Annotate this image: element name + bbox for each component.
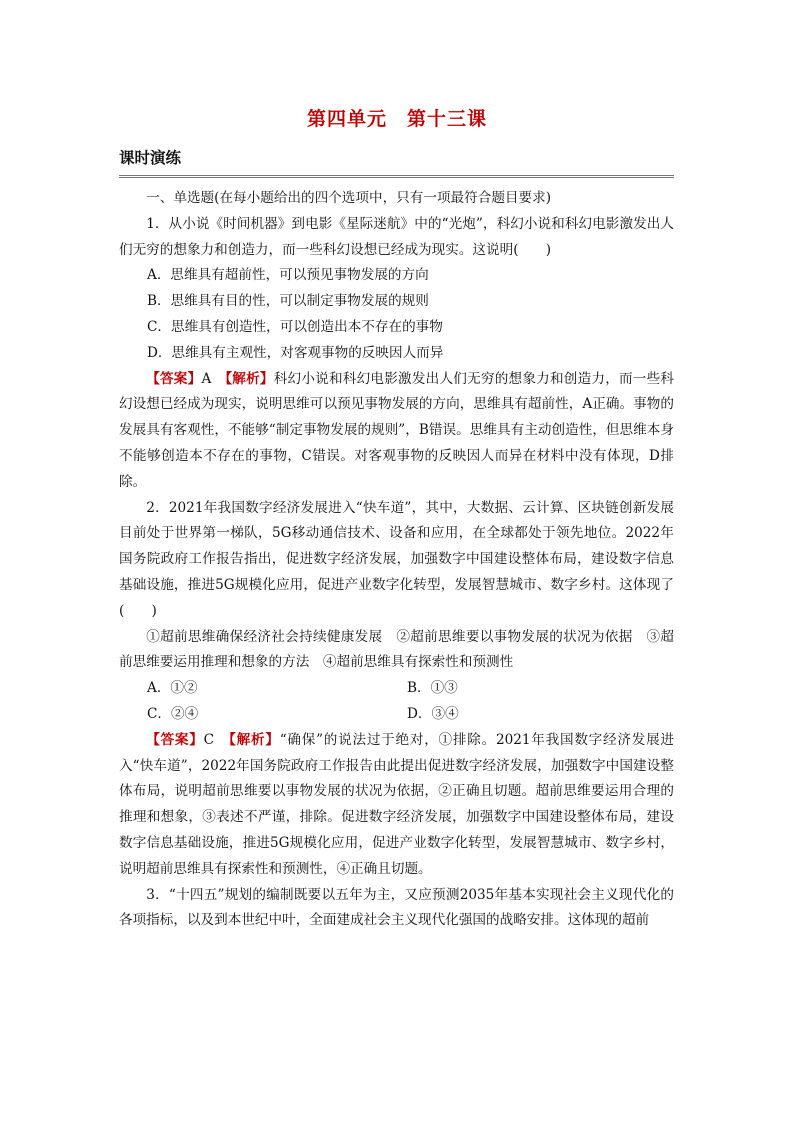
- question-1-option-d: D．思维具有主观性，对客观事物的反映因人而异: [147, 344, 444, 361]
- question-3-stem: 3．“十四五”规划的编制既要以五年为主，又应预测2035年基本实现社会主义现代化的各项指标，以及到本世纪中叶，全面建成社会主义现代化强国的战略安排。这体现的超前: [119, 886, 674, 929]
- answer-value: C: [203, 731, 214, 748]
- question-2-answer: [119, 728, 674, 883]
- page-title: 第四单元 第十三课: [306, 108, 487, 130]
- document-body: [119, 186, 674, 934]
- question-2-stem: 2．2021年我国数字经济发展进入“快车道”，其中，大数据、云计算、区块链创新发展目前处于世界第一梯队，5G移动通信技术、设备和应用，在全球都处于领先地位。2022年国务院政府工作报告指出，促进数字经济发展，加强数字中国建设整体布局，建设数字信息基础设施，推进5G规模化应用，促进产业数字化转型，发展智慧城市、数字乡村。这体现了( ): [119, 499, 674, 619]
- question-2-option-c: C．②④: [147, 705, 199, 722]
- question-1-option-b: B．思维具有目的性，可以制定事物发展的规则: [147, 293, 429, 310]
- question-2-option-d: D．③④: [407, 705, 459, 722]
- answer-label: 【答案】: [146, 731, 204, 748]
- question-2-option-a: A．①②: [147, 680, 198, 697]
- analysis-label: 【解析】: [225, 370, 274, 387]
- analysis-label: 【解析】: [229, 731, 280, 748]
- answer-value: A: [201, 370, 212, 387]
- instructions: 一、单选题(在每小题给出的四个选项中，只有一项最符合题目要求): [146, 190, 552, 206]
- question-1-option-a: A．思维具有超前性，可以预见事物发展的方向: [147, 267, 429, 284]
- question-2-options-row-1: [119, 676, 674, 702]
- analysis-text: “确保”的说法过于绝对，①排除。2021年我国数字经济发展进入“快车道”，2022年国务院政府工作报告由此提出促进数字经济发展，加强数字中国建设整体布局，说明超前思维要以事物发展的状况为依据，②正确且切题。超前思维要运用合理的推理和想象，③表述不严谨，排除。促进数字经济发展，加强数字中国建设整体布局，建设数字信息基础设施，推进5G规模化应用，促进产业数字化转型，发展智慧城市、数字乡村，说明超前思维具有探索性和预测性，④正确且切题。: [119, 731, 675, 877]
- analysis-text: 科幻小说和科幻电影激发出人们无穷的想象力和创造力，而一些科幻设想已经成为现实，说明思维可以预见事物发展的方向，思维具有超前性，A正确。事物的发展具有客观性，不能够“制定事物发展的规则”，B错误。思维具有主动创造性，但思维本身不能够创造本不存在的事物，C错误。对客观事物的反映因人而异在材料中没有体现，D排除。: [119, 370, 675, 490]
- question-1-answer: [119, 367, 674, 496]
- question-2-options-row-2: [119, 702, 674, 728]
- question-1-option-c: C．思维具有创造性，可以创造出本不存在的事物: [147, 318, 443, 335]
- answer-label: 【答案】: [146, 370, 202, 387]
- question-2-option-b: B．①③: [407, 680, 458, 697]
- question-1-stem: 1．从小说《时间机器》到电影《星际迷航》中的“光炮”，科幻小说和科幻电影激发出人们无穷的想象力和创造力，而一些科幻设想已经成为现实。这说明( ): [119, 215, 674, 258]
- section-heading: 课时演练: [119, 146, 674, 178]
- question-2-statements: ①超前思维确保经济社会持续健康发展 ②超前思维要以事物发展的状况为依据 ③超前思维要运用推理和想象的方法 ④超前思维具有探索性和预测性: [119, 628, 674, 671]
